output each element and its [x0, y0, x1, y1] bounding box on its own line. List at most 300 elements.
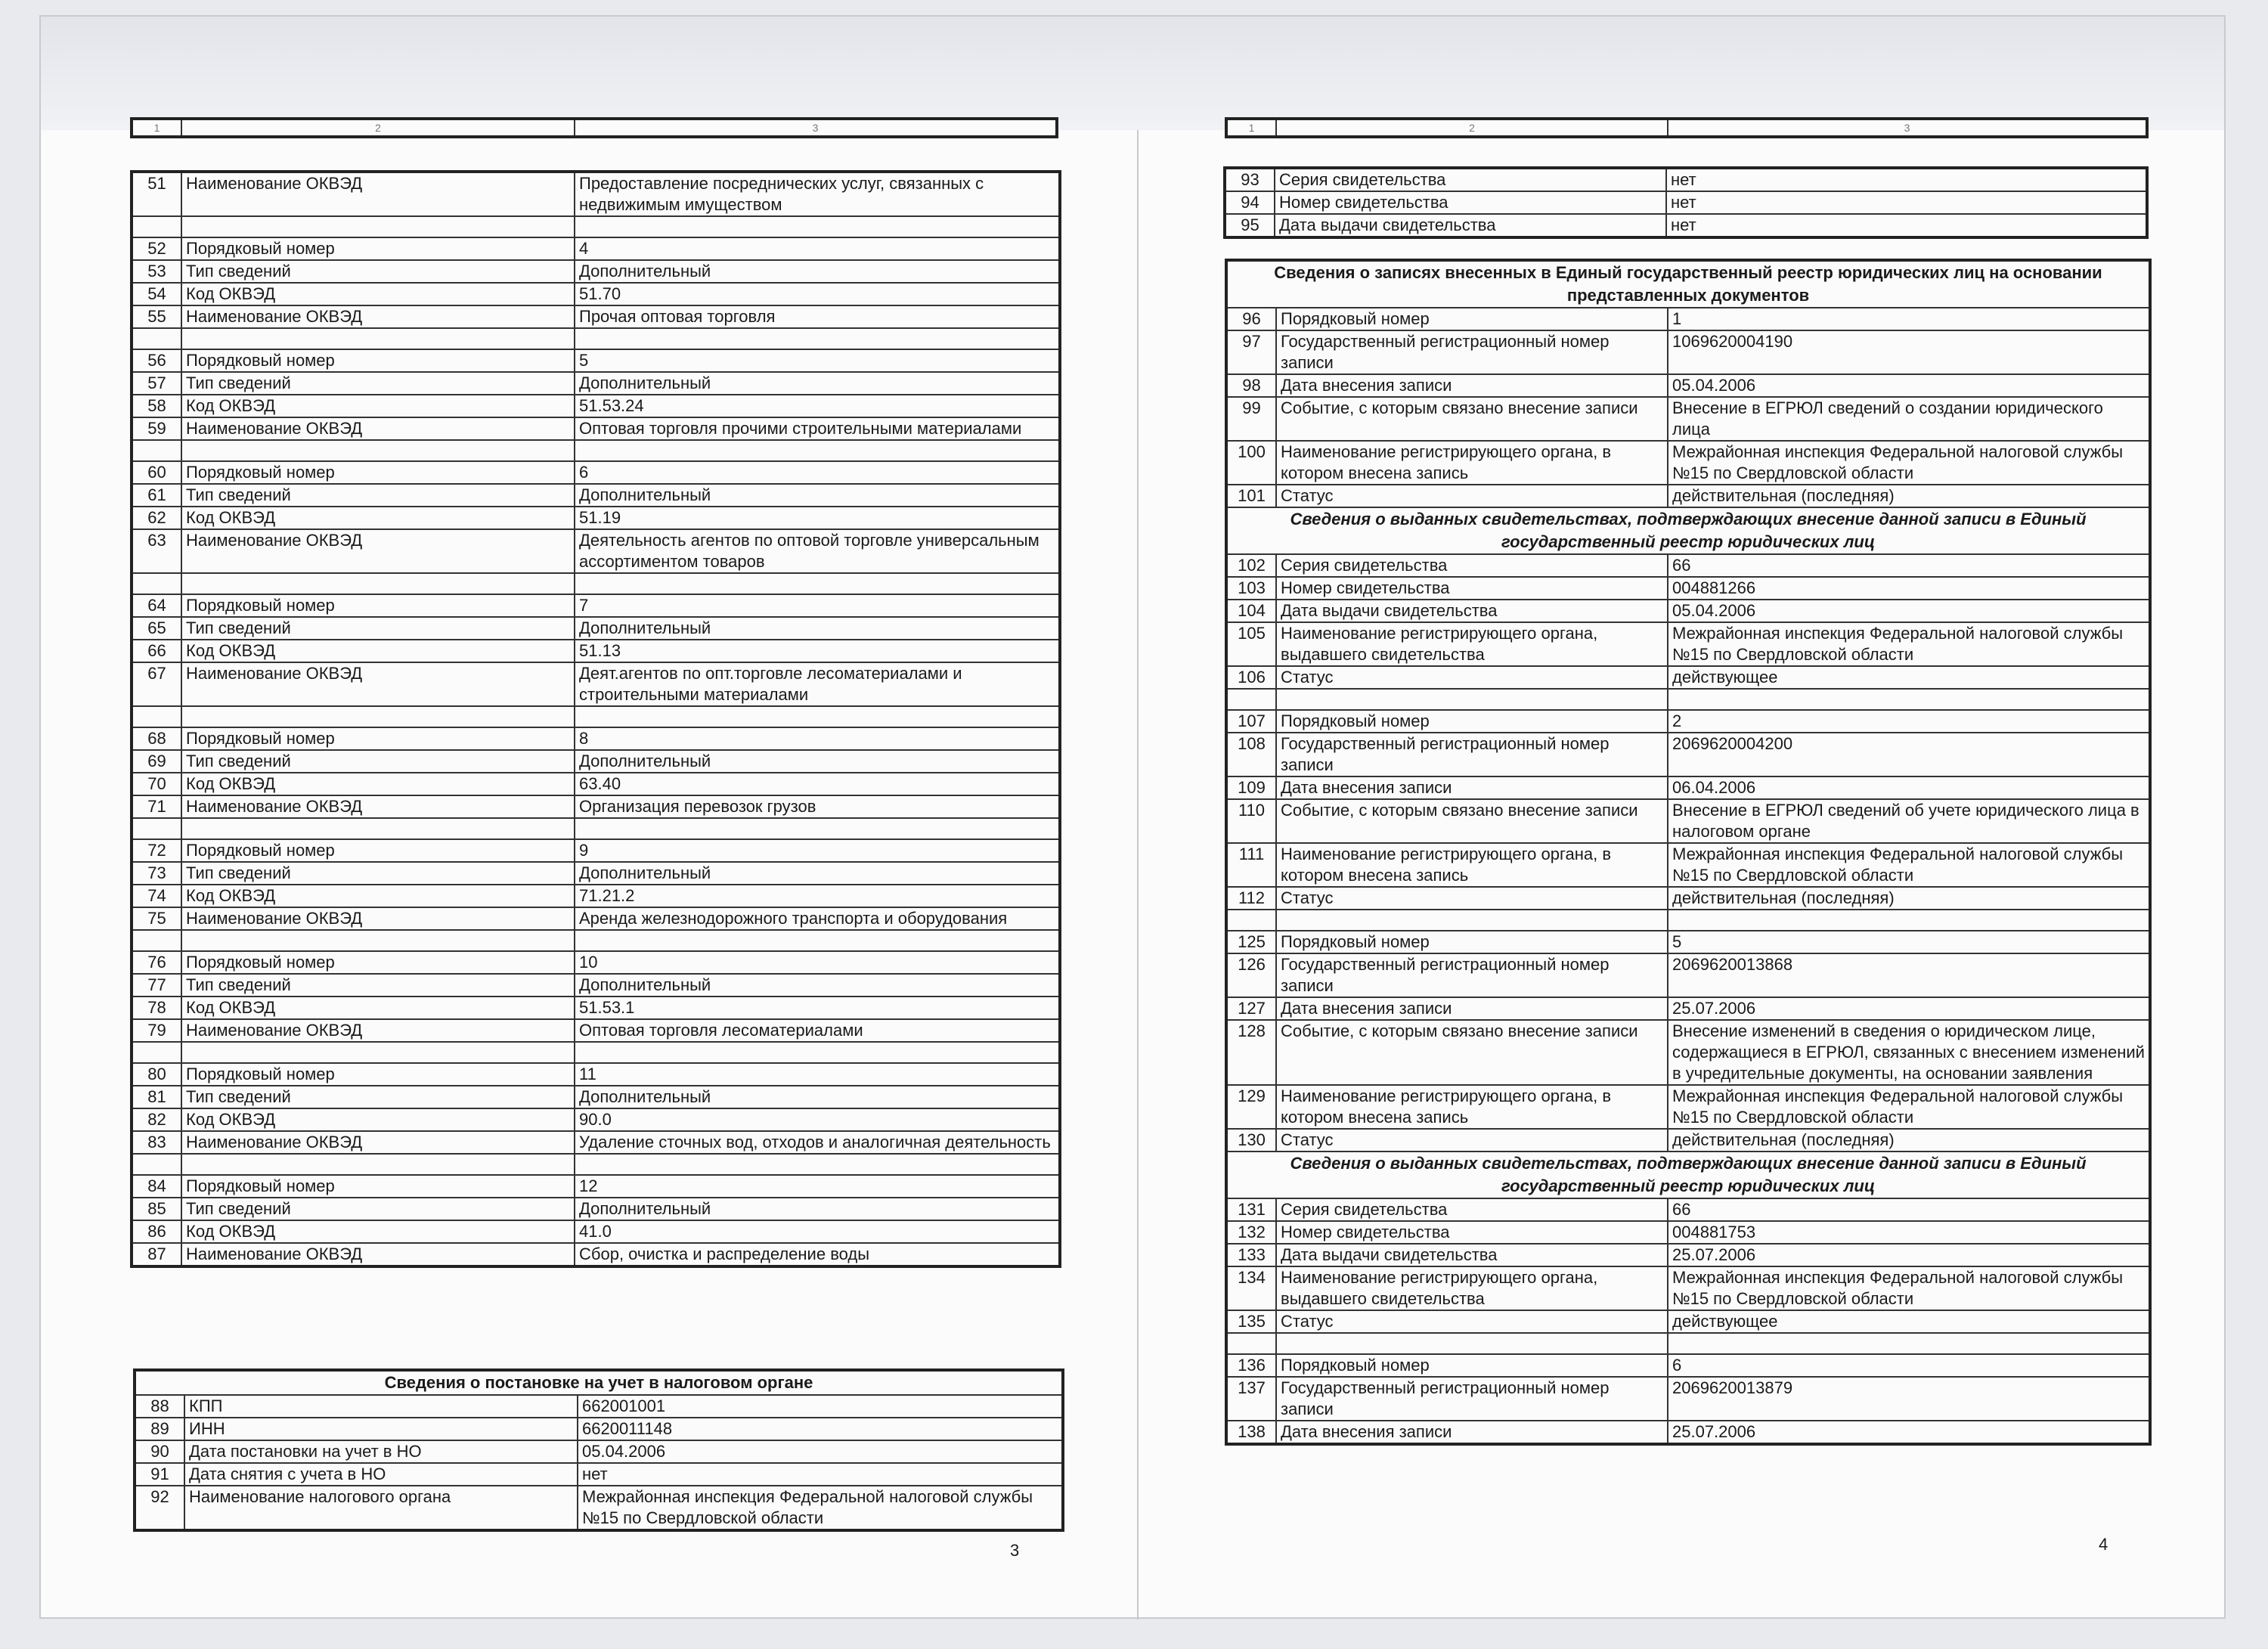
- row-number: 134: [1226, 1266, 1276, 1310]
- row-label: Номер свидетельства: [1276, 1221, 1668, 1244]
- row-value: 05.04.2006: [1668, 374, 2150, 397]
- row-label: Государственный регистрационный номер записи: [1276, 1377, 1668, 1421]
- row-label: КПП: [184, 1395, 578, 1418]
- row-number: 98: [1226, 374, 1276, 397]
- blank-cell: [132, 1154, 181, 1175]
- row-number: 135: [1226, 1310, 1276, 1333]
- blank-row: [1226, 1333, 2150, 1354]
- row-label: Дата внесения записи: [1276, 1421, 1668, 1444]
- row-value: 9: [575, 839, 1060, 862]
- row-label: Наименование налогового органа: [184, 1486, 578, 1530]
- row-label: Наименование ОКВЭД: [181, 1243, 575, 1266]
- table-row: [1226, 1377, 2150, 1421]
- row-number: 107: [1226, 710, 1276, 733]
- row-value: 05.04.2006: [578, 1440, 1063, 1463]
- row-label: Код ОКВЭД: [181, 885, 575, 907]
- row-number: 69: [132, 750, 181, 773]
- table-row: [1226, 1266, 2150, 1310]
- row-label: Статус: [1276, 485, 1668, 507]
- row-label: Порядковый номер: [1276, 1354, 1668, 1377]
- okved-table: [130, 170, 1061, 1268]
- row-label: Порядковый номер: [181, 1175, 575, 1198]
- certificate-top-table: [1223, 166, 2149, 239]
- row-number: 99: [1226, 397, 1276, 441]
- table-row: [132, 417, 1060, 440]
- blank-cell: [181, 216, 575, 237]
- table-row: [132, 1131, 1060, 1154]
- row-value: 2: [1668, 710, 2150, 733]
- row-label: Порядковый номер: [181, 461, 575, 484]
- row-label: Тип сведений: [181, 862, 575, 885]
- row-number: 71: [132, 795, 181, 818]
- row-value: Дополнительный: [575, 974, 1060, 997]
- blank-row: [132, 818, 1060, 839]
- egrul-records-table: [1225, 259, 2152, 1446]
- page-number-left: 3: [1010, 1541, 1020, 1560]
- row-value: Оптовая торговля прочими строительными материалами: [575, 417, 1060, 440]
- row-number: 108: [1226, 733, 1276, 776]
- row-number: 110: [1226, 799, 1276, 843]
- table-row: [1226, 1198, 2150, 1221]
- row-number: 86: [132, 1220, 181, 1243]
- table-row: [132, 617, 1060, 640]
- table-row: [1225, 191, 2147, 214]
- table-row: [135, 1418, 1063, 1440]
- blank-cell: [575, 1154, 1060, 1175]
- table-row: [132, 885, 1060, 907]
- row-value: действующее: [1668, 666, 2150, 689]
- table-row: [1226, 799, 2150, 843]
- table-row: [1226, 374, 2150, 397]
- row-number: 65: [132, 617, 181, 640]
- table-row: [1226, 308, 2150, 330]
- row-value: Дополнительный: [575, 260, 1060, 283]
- row-label: Порядковый номер: [181, 349, 575, 372]
- row-label: Порядковый номер: [181, 594, 575, 617]
- blank-cell: [575, 328, 1060, 349]
- row-label: Код ОКВЭД: [181, 1220, 575, 1243]
- blank-row: [132, 1042, 1060, 1063]
- row-number: 126: [1226, 953, 1276, 997]
- table-row: [1225, 214, 2147, 237]
- row-label: Порядковый номер: [181, 727, 575, 750]
- row-value: 6620011148: [578, 1418, 1063, 1440]
- row-number: 89: [135, 1418, 184, 1440]
- row-label: Наименование регистрирующего органа, в котором внесена запись: [1276, 843, 1668, 887]
- table-row: [1226, 1310, 2150, 1333]
- blank-row: [132, 216, 1060, 237]
- row-value: 1: [1668, 308, 2150, 330]
- row-number: 75: [132, 907, 181, 930]
- table-row: [1226, 577, 2150, 600]
- row-value: 51.19: [575, 507, 1060, 529]
- row-label: Статус: [1276, 887, 1668, 910]
- table-row: [1226, 1244, 2150, 1266]
- row-number: 96: [1226, 308, 1276, 330]
- row-value: Прочая оптовая торговля: [575, 305, 1060, 328]
- table-row: [135, 1395, 1063, 1418]
- row-value: Удаление сточных вод, отходов и аналогичная деятельность: [575, 1131, 1060, 1154]
- blank-cell: [575, 930, 1060, 951]
- blank-cell: [1226, 1333, 1276, 1354]
- blank-cell: [181, 1042, 575, 1063]
- col-number: 1: [1226, 119, 1276, 137]
- row-label: Порядковый номер: [1276, 931, 1668, 953]
- table-row: [1225, 168, 2147, 191]
- row-value: 51.13: [575, 640, 1060, 662]
- row-number: 95: [1225, 214, 1275, 237]
- table-row: [1226, 931, 2150, 953]
- row-number: 72: [132, 839, 181, 862]
- row-value: 004881753: [1668, 1221, 2150, 1244]
- row-label: Серия свидетельства: [1276, 1198, 1668, 1221]
- row-number: 91: [135, 1463, 184, 1486]
- blank-row: [1226, 910, 2150, 931]
- blank-cell: [132, 1042, 181, 1063]
- table-row: [132, 172, 1060, 216]
- certificate-subtitle: Сведения о выданных свидетельствах, подтверждающих внесение данной записи в Единый государственный реестр юридических лиц: [1226, 507, 2150, 554]
- row-number: 80: [132, 1063, 181, 1086]
- certificate-subtitle: Сведения о выданных свидетельствах, подтверждающих внесение данной записи в Единый государственный реестр юридических лиц: [1226, 1152, 2150, 1198]
- blank-cell: [1668, 689, 2150, 710]
- row-label: Серия свидетельства: [1276, 554, 1668, 577]
- row-value: нет: [1666, 214, 2147, 237]
- blank-cell: [575, 573, 1060, 594]
- row-number: 58: [132, 395, 181, 417]
- certificate-subtitle-row: [1226, 1152, 2150, 1198]
- row-value: Дополнительный: [575, 1086, 1060, 1108]
- row-label: Тип сведений: [181, 484, 575, 507]
- table-row: [132, 640, 1060, 662]
- row-label: Наименование ОКВЭД: [181, 305, 575, 328]
- row-value: 4: [575, 237, 1060, 260]
- row-number: 78: [132, 997, 181, 1019]
- table-row: [132, 484, 1060, 507]
- certificate-subtitle-row: [1226, 507, 2150, 554]
- col-number: 2: [181, 119, 575, 137]
- row-value: 90.0: [575, 1108, 1060, 1131]
- row-label: Дата выдачи свидетельства: [1276, 1244, 1668, 1266]
- table-row: [132, 260, 1060, 283]
- row-label: Событие, с которым связано внесение записи: [1276, 1020, 1668, 1085]
- table-row: [1226, 600, 2150, 622]
- table-row: [132, 305, 1060, 328]
- row-number: 52: [132, 237, 181, 260]
- table-row: [132, 750, 1060, 773]
- blank-cell: [1226, 689, 1276, 710]
- row-value: Внесение в ЕГРЮЛ сведений об учете юридического лица в налоговом органе: [1668, 799, 2150, 843]
- row-value: 66: [1668, 554, 2150, 577]
- row-label: Порядковый номер: [1276, 710, 1668, 733]
- row-number: 102: [1226, 554, 1276, 577]
- row-value: нет: [578, 1463, 1063, 1486]
- blank-cell: [181, 573, 575, 594]
- table-row: [132, 997, 1060, 1019]
- blank-cell: [575, 706, 1060, 727]
- row-label: Наименование ОКВЭД: [181, 662, 575, 706]
- row-number: 100: [1226, 441, 1276, 485]
- blank-cell: [181, 706, 575, 727]
- blank-cell: [1226, 910, 1276, 931]
- table-row: [1226, 330, 2150, 374]
- records-section-title: Сведения о записях внесенных в Единый государственный реестр юридических лиц на основании представленных документов: [1226, 260, 2150, 308]
- row-value: 51.70: [575, 283, 1060, 305]
- blank-cell: [1668, 1333, 2150, 1354]
- row-label: Код ОКВЭД: [181, 283, 575, 305]
- row-value: 6: [1668, 1354, 2150, 1377]
- row-value: 7: [575, 594, 1060, 617]
- table-row: [135, 1463, 1063, 1486]
- row-label: Код ОКВЭД: [181, 507, 575, 529]
- row-value: Дополнительный: [575, 750, 1060, 773]
- row-value: действующее: [1668, 1310, 2150, 1333]
- row-number: 83: [132, 1131, 181, 1154]
- table-row: [1226, 485, 2150, 507]
- blank-row: [132, 328, 1060, 349]
- blank-cell: [181, 1154, 575, 1175]
- row-number: 51: [132, 172, 181, 216]
- row-number: 70: [132, 773, 181, 795]
- row-label: Тип сведений: [181, 260, 575, 283]
- row-label: Событие, с которым связано внесение записи: [1276, 799, 1668, 843]
- row-number: 90: [135, 1440, 184, 1463]
- row-value: Межрайонная инспекция Федеральной налоговой службы №15 по Свердловской области: [1668, 622, 2150, 666]
- row-number: 62: [132, 507, 181, 529]
- row-number: 68: [132, 727, 181, 750]
- blank-row: [132, 573, 1060, 594]
- row-value: Внесение в ЕГРЮЛ сведений о создании юридического лица: [1668, 397, 2150, 441]
- table-row: [1226, 666, 2150, 689]
- table-row: [132, 1198, 1060, 1220]
- row-value: 12: [575, 1175, 1060, 1198]
- row-value: Предоставление посреднических услуг, связанных с недвижимым имуществом: [575, 172, 1060, 216]
- row-value: 662001001: [578, 1395, 1063, 1418]
- table-row: [1226, 887, 2150, 910]
- table-row: [1226, 843, 2150, 887]
- table-row: [132, 862, 1060, 885]
- row-label: Код ОКВЭД: [181, 640, 575, 662]
- row-value: 2069620013868: [1668, 953, 2150, 997]
- row-number: 112: [1226, 887, 1276, 910]
- row-value: нет: [1666, 191, 2147, 214]
- table-row: [1226, 1221, 2150, 1244]
- row-label: Порядковый номер: [181, 951, 575, 974]
- table-row: [132, 1220, 1060, 1243]
- row-number: 54: [132, 283, 181, 305]
- row-number: 79: [132, 1019, 181, 1042]
- table-row: [132, 795, 1060, 818]
- row-label: Наименование ОКВЭД: [181, 172, 575, 216]
- row-value: нет: [1666, 168, 2147, 191]
- row-number: 130: [1226, 1129, 1276, 1152]
- blank-cell: [575, 818, 1060, 839]
- row-value: Межрайонная инспекция Федеральной налоговой службы №15 по Свердловской области: [1668, 1085, 2150, 1129]
- row-label: Наименование ОКВЭД: [181, 907, 575, 930]
- row-label: Тип сведений: [181, 1198, 575, 1220]
- row-label: Дата постановки на учет в НО: [184, 1440, 578, 1463]
- row-value: Межрайонная инспекция Федеральной налоговой службы №15 по Свердловской области: [1668, 843, 2150, 887]
- row-value: действительная (последняя): [1668, 485, 2150, 507]
- table-row: [1226, 1129, 2150, 1152]
- row-value: 25.07.2006: [1668, 1421, 2150, 1444]
- row-value: 06.04.2006: [1668, 776, 2150, 799]
- table-row: [132, 662, 1060, 706]
- row-number: 101: [1226, 485, 1276, 507]
- row-label: Тип сведений: [181, 750, 575, 773]
- table-row: [132, 951, 1060, 974]
- row-value: 8: [575, 727, 1060, 750]
- row-number: 104: [1226, 600, 1276, 622]
- row-label: Наименование ОКВЭД: [181, 1019, 575, 1042]
- row-value: 05.04.2006: [1668, 600, 2150, 622]
- blank-cell: [1276, 910, 1668, 931]
- row-label: Государственный регистрационный номер записи: [1276, 953, 1668, 997]
- row-number: 60: [132, 461, 181, 484]
- row-number: 56: [132, 349, 181, 372]
- row-number: 131: [1226, 1198, 1276, 1221]
- table-row: [1226, 953, 2150, 997]
- blank-cell: [1668, 910, 2150, 931]
- row-label: Порядковый номер: [1276, 308, 1668, 330]
- row-label: Событие, с которым связано внесение записи: [1276, 397, 1668, 441]
- row-number: 64: [132, 594, 181, 617]
- row-label: Наименование ОКВЭД: [181, 417, 575, 440]
- row-value: Дополнительный: [575, 617, 1060, 640]
- blank-cell: [575, 440, 1060, 461]
- row-number: 88: [135, 1395, 184, 1418]
- row-number: 136: [1226, 1354, 1276, 1377]
- row-number: 74: [132, 885, 181, 907]
- row-label: Дата внесения записи: [1276, 997, 1668, 1020]
- row-label: Наименование ОКВЭД: [181, 795, 575, 818]
- row-value: 71.21.2: [575, 885, 1060, 907]
- row-number: 109: [1226, 776, 1276, 799]
- row-number: 94: [1225, 191, 1275, 214]
- row-label: Порядковый номер: [181, 839, 575, 862]
- row-value: Оптовая торговля лесоматериалами: [575, 1019, 1060, 1042]
- row-value: действительная (последняя): [1668, 1129, 2150, 1152]
- table-row: [132, 1243, 1060, 1266]
- table-row: [132, 1086, 1060, 1108]
- table-row: [132, 1175, 1060, 1198]
- left-column-number-header: [130, 117, 1058, 138]
- row-label: Наименование ОКВЭД: [181, 1131, 575, 1154]
- table-row: [1226, 1085, 2150, 1129]
- page-number-right: 4: [2099, 1535, 2108, 1554]
- page-fold-line: [1137, 130, 1139, 1620]
- row-number: 132: [1226, 1221, 1276, 1244]
- table-row: [132, 1108, 1060, 1131]
- table-row: [132, 1019, 1060, 1042]
- table-row: [1226, 622, 2150, 666]
- row-value: Межрайонная инспекция Федеральной налоговой службы №15 по Свердловской области: [578, 1486, 1063, 1530]
- row-value: Организация перевозок грузов: [575, 795, 1060, 818]
- table-row: [135, 1486, 1063, 1530]
- row-label: Номер свидетельства: [1276, 577, 1668, 600]
- row-value: Межрайонная инспекция Федеральной налоговой службы №15 по Свердловской области: [1668, 1266, 2150, 1310]
- row-label: Дата выдачи свидетельства: [1275, 214, 1666, 237]
- table-row: [132, 372, 1060, 395]
- row-number: 128: [1226, 1020, 1276, 1085]
- row-label: Статус: [1276, 1310, 1668, 1333]
- col-number: 1: [132, 119, 181, 137]
- row-number: 129: [1226, 1085, 1276, 1129]
- row-label: Номер свидетельства: [1275, 191, 1666, 214]
- row-number: 63: [132, 529, 181, 573]
- row-number: 84: [132, 1175, 181, 1198]
- row-label: Порядковый номер: [181, 1063, 575, 1086]
- row-number: 67: [132, 662, 181, 706]
- row-value: Дополнительный: [575, 862, 1060, 885]
- row-number: 97: [1226, 330, 1276, 374]
- blank-row: [132, 440, 1060, 461]
- row-value: 004881266: [1668, 577, 2150, 600]
- table-row: [135, 1440, 1063, 1463]
- row-label: Серия свидетельства: [1275, 168, 1666, 191]
- row-value: Дополнительный: [575, 372, 1060, 395]
- blank-row: [1226, 689, 2150, 710]
- scan-top-band: [41, 17, 2224, 130]
- blank-cell: [132, 328, 181, 349]
- row-value: 41.0: [575, 1220, 1060, 1243]
- row-label: Наименование ОКВЭД: [181, 529, 575, 573]
- row-value: 51.53.1: [575, 997, 1060, 1019]
- row-label: Дата снятия с учета в НО: [184, 1463, 578, 1486]
- blank-row: [132, 1154, 1060, 1175]
- row-number: 111: [1226, 843, 1276, 887]
- row-value: Деятельность агентов по оптовой торговле универсальным ассортиментом товаров: [575, 529, 1060, 573]
- row-number: 138: [1226, 1421, 1276, 1444]
- row-value: действительная (последняя): [1668, 887, 2150, 910]
- row-value: 2069620013879: [1668, 1377, 2150, 1421]
- row-value: Деят.агентов по опт.торговле лесоматериалами и строительными материалами: [575, 662, 1060, 706]
- row-number: 133: [1226, 1244, 1276, 1266]
- blank-cell: [132, 440, 181, 461]
- table-row: [1226, 1020, 2150, 1085]
- table-row: [132, 395, 1060, 417]
- table-row: [132, 974, 1060, 997]
- table-row: [1226, 776, 2150, 799]
- row-label: Наименование регистрирующего органа, в котором внесена запись: [1276, 1085, 1668, 1129]
- row-number: 53: [132, 260, 181, 283]
- row-value: Сбор, очистка и распределение воды: [575, 1243, 1060, 1266]
- row-value: 2069620004200: [1668, 733, 2150, 776]
- table-row: [1226, 1354, 2150, 1377]
- row-number: 61: [132, 484, 181, 507]
- table-row: [132, 283, 1060, 305]
- col-number: 3: [1668, 119, 2147, 137]
- row-label: Государственный регистрационный номер записи: [1276, 733, 1668, 776]
- row-number: 87: [132, 1243, 181, 1266]
- row-number: 105: [1226, 622, 1276, 666]
- row-value: 25.07.2006: [1668, 1244, 2150, 1266]
- row-number: 92: [135, 1486, 184, 1530]
- table-row: [132, 461, 1060, 484]
- row-value: 63.40: [575, 773, 1060, 795]
- row-value: Дополнительный: [575, 1198, 1060, 1220]
- table-row: [132, 773, 1060, 795]
- table-row: [132, 237, 1060, 260]
- right-column-number-header: [1225, 117, 2149, 138]
- row-label: ИНН: [184, 1418, 578, 1440]
- row-label: Дата внесения записи: [1276, 374, 1668, 397]
- row-number: 125: [1226, 931, 1276, 953]
- row-value: 11: [575, 1063, 1060, 1086]
- blank-row: [132, 706, 1060, 727]
- row-value: 51.53.24: [575, 395, 1060, 417]
- table-row: [132, 507, 1060, 529]
- row-label: Дата выдачи свидетельства: [1276, 600, 1668, 622]
